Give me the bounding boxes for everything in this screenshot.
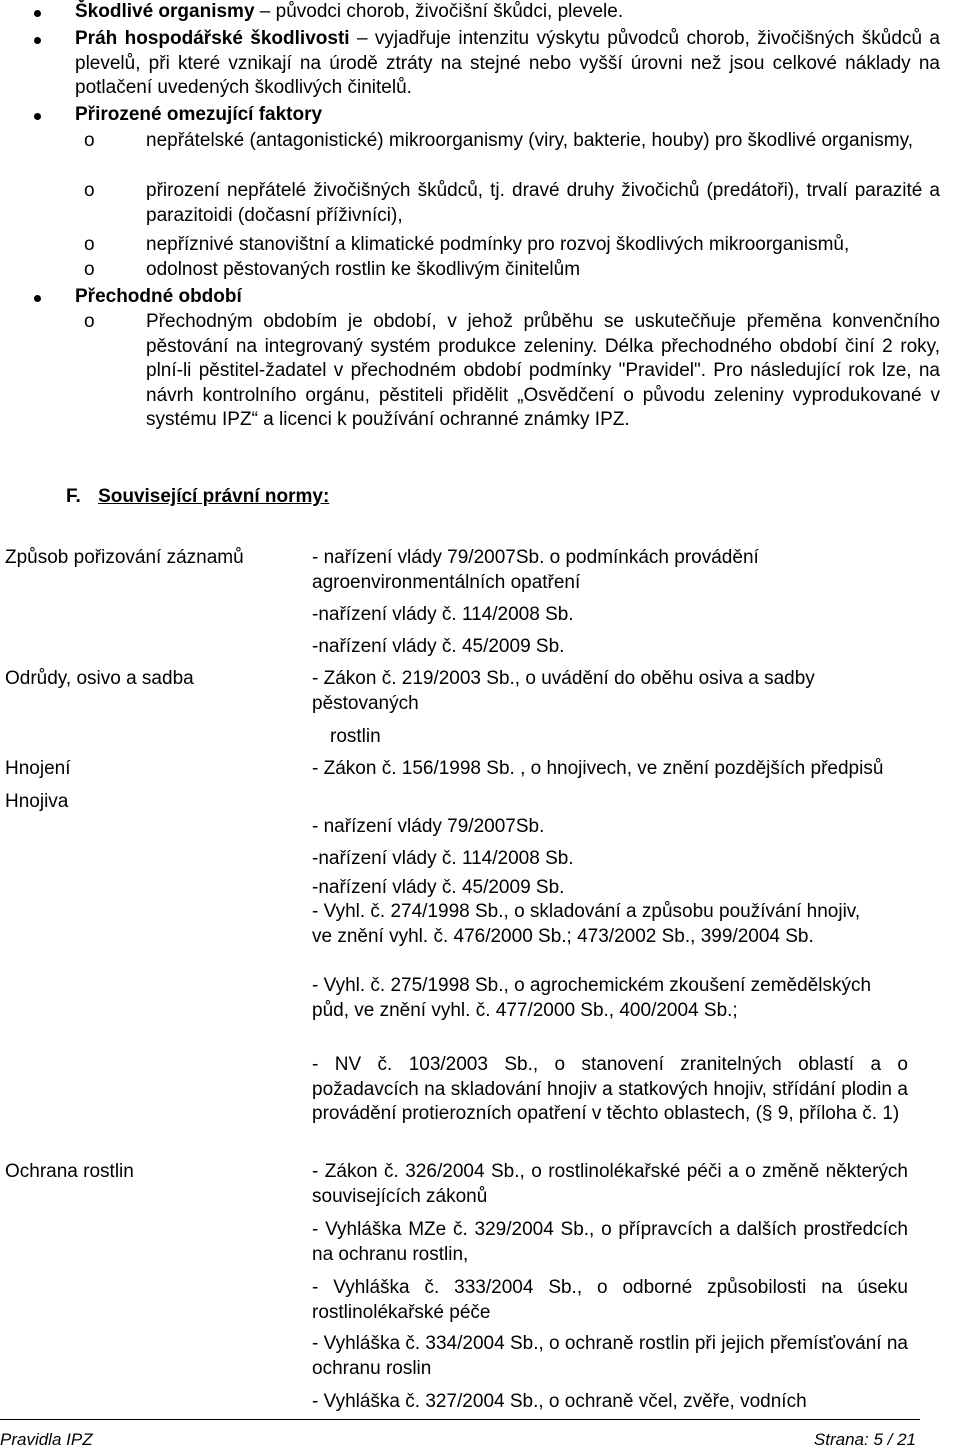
table-label: Hnojení — [5, 758, 71, 779]
sub-item — [84, 233, 940, 258]
table-cell: -nařízení vlády č. 45/2009 Sb. — [312, 636, 565, 657]
bullet-item — [75, 285, 940, 310]
section-letter: F. — [66, 486, 81, 507]
section-title: Související právní normy: — [98, 486, 330, 507]
footer-page-number: Strana: 5 / 21 — [813, 1430, 916, 1449]
sub-item — [84, 310, 940, 433]
table-cell: - Vyhláška MZe č. 329/2004 Sb., o přípravcích a dalších prostředcích na ochranu rostlin, — [312, 1219, 908, 1265]
bullet-icon — [34, 10, 41, 17]
circle-bullet-icon: o — [84, 311, 95, 332]
bullet-item — [75, 0, 940, 25]
footer-document-name: Pravidla IPZ — [0, 1430, 93, 1449]
bullet-item — [75, 103, 940, 128]
term: Přechodné období — [75, 286, 242, 307]
circle-bullet-icon: o — [84, 180, 95, 201]
sub-item-text: přirození nepřátelé živočišných škůdců, tj. dravé druhy živočichů (predátoři), trvalí parazité a parazitoidi (dočasní příživníci), — [146, 180, 940, 226]
bullet-icon — [34, 295, 41, 302]
definition: – původci chorob, živočišní škůdci, plevele. — [254, 1, 624, 22]
table-cell: - Zákon č. 219/2003 Sb., o uvádění do oběhu osiva a sadby pěstovaných — [312, 668, 815, 714]
table-cell: - NV č. 103/2003 Sb., o stanovení zranitelných oblastí a o požadavcích na skladování hnojiv a statkových hnojiv, střídání plodin a provádění protierozních opatření v těchto oblastech, (§ 9, příloha č. 1) — [312, 1054, 908, 1124]
sub-item-text: nepřátelské (antagonistické) mikroorganismy (viry, bakterie, houby) pro škodlivé organismy, — [146, 130, 913, 151]
table-cell: - Vyhláška č. 334/2004 Sb., o ochraně rostlin při jejich přemísťování na ochranu roslin — [312, 1333, 908, 1379]
sub-item — [84, 179, 940, 228]
table-cell: - Zákon č. 156/1998 Sb. , o hnojivech, ve znění pozdějších předpisů — [312, 758, 884, 779]
table-cell: - nařízení vlády 79/2007Sb. — [312, 816, 545, 837]
table-label: Způsob pořizování záznamů — [5, 547, 244, 568]
page-footer — [0, 1419, 920, 1451]
circle-bullet-icon: o — [84, 130, 95, 151]
sub-item-text: odolnost pěstovaných rostlin ke škodlivým činitelům — [146, 259, 581, 280]
table-cell: - Vyhl. č. 274/1998 Sb., o skladování a způsobu používání hnojiv, ve znění vyhl. č. 476/2000 Sb.; 473/2002 Sb., 399/2004 Sb. — [312, 901, 861, 947]
table-cell: -nařízení vlády č. 114/2008 Sb. — [312, 604, 574, 625]
sub-item — [84, 258, 940, 283]
table-label: Ochrana rostlin — [5, 1161, 134, 1182]
table-cell: -nařízení vlády č. 114/2008 Sb. — [312, 848, 574, 869]
table-cell: - nařízení vlády 79/2007Sb. o podmínkách provádění agroenvironmentálních opatření — [312, 547, 759, 593]
table-cell: rostlin — [330, 726, 381, 747]
section-heading — [66, 486, 329, 508]
bullet-icon — [34, 37, 41, 44]
sub-item-text: nepříznivé stanovištní a klimatické podmínky pro rozvoj škodlivých mikroorganismů, — [146, 234, 850, 255]
table-cell: - Vyhl. č. 275/1998 Sb., o agrochemickém zkoušení zemědělských půd, ve znění vyhl. č. 477/2000 Sb., 400/2004 Sb.; — [312, 975, 872, 1021]
table-cell: -nařízení vlády č. 45/2009 Sb. — [312, 877, 565, 898]
term: Práh hospodářské škodlivosti — [75, 28, 350, 49]
table-label: Odrůdy, osivo a sadba — [5, 668, 194, 689]
table-cell: - Vyhláška č. 327/2004 Sb., o ochraně včel, zvěře, vodních — [312, 1391, 807, 1412]
term: Škodlivé organismy — [75, 1, 255, 22]
bullet-item — [75, 27, 940, 101]
table-label: Hnojiva — [5, 791, 69, 812]
circle-bullet-icon: o — [84, 259, 95, 280]
sub-item — [84, 129, 940, 154]
sub-item-text: Přechodným obdobím je období, v jehož průběhu se uskutečňuje přeměna konvenčního pěstování na integrovaný systém produkce zeleniny. Délka přechodného období činí 2 roky, plní-li pěstitel-žadatel v přechodném období podmínky "Pravidel". Pro následující rok lze, na návrh kontrolního orgánu, pěstiteli přidělit „Osvědčení o původu zeleniny vyprodukované v systému IPZ“ a licenci k používání ochranné známky IPZ. — [146, 311, 940, 430]
definition: – vyjadřuje intenzitu výskytu původců chorob, živočišných škůdců a plevelů, při které vznikají na úrodě ztráty na stejné nebo vyšší úrovni než jsou celkové náklady na potlačení uvedených škodlivých činitelů. — [75, 28, 940, 98]
table-cell: - Zákon č. 326/2004 Sb., o rostlinolékařské péči a o změně některých souvisejících zákonů — [312, 1161, 908, 1207]
bullet-icon — [34, 113, 41, 120]
term: Přirozené omezující faktory — [75, 104, 323, 125]
circle-bullet-icon: o — [84, 234, 95, 255]
table-cell: - Vyhláška č. 333/2004 Sb., o odborné způsobilosti na úseku rostlinolékařské péče — [312, 1277, 908, 1323]
